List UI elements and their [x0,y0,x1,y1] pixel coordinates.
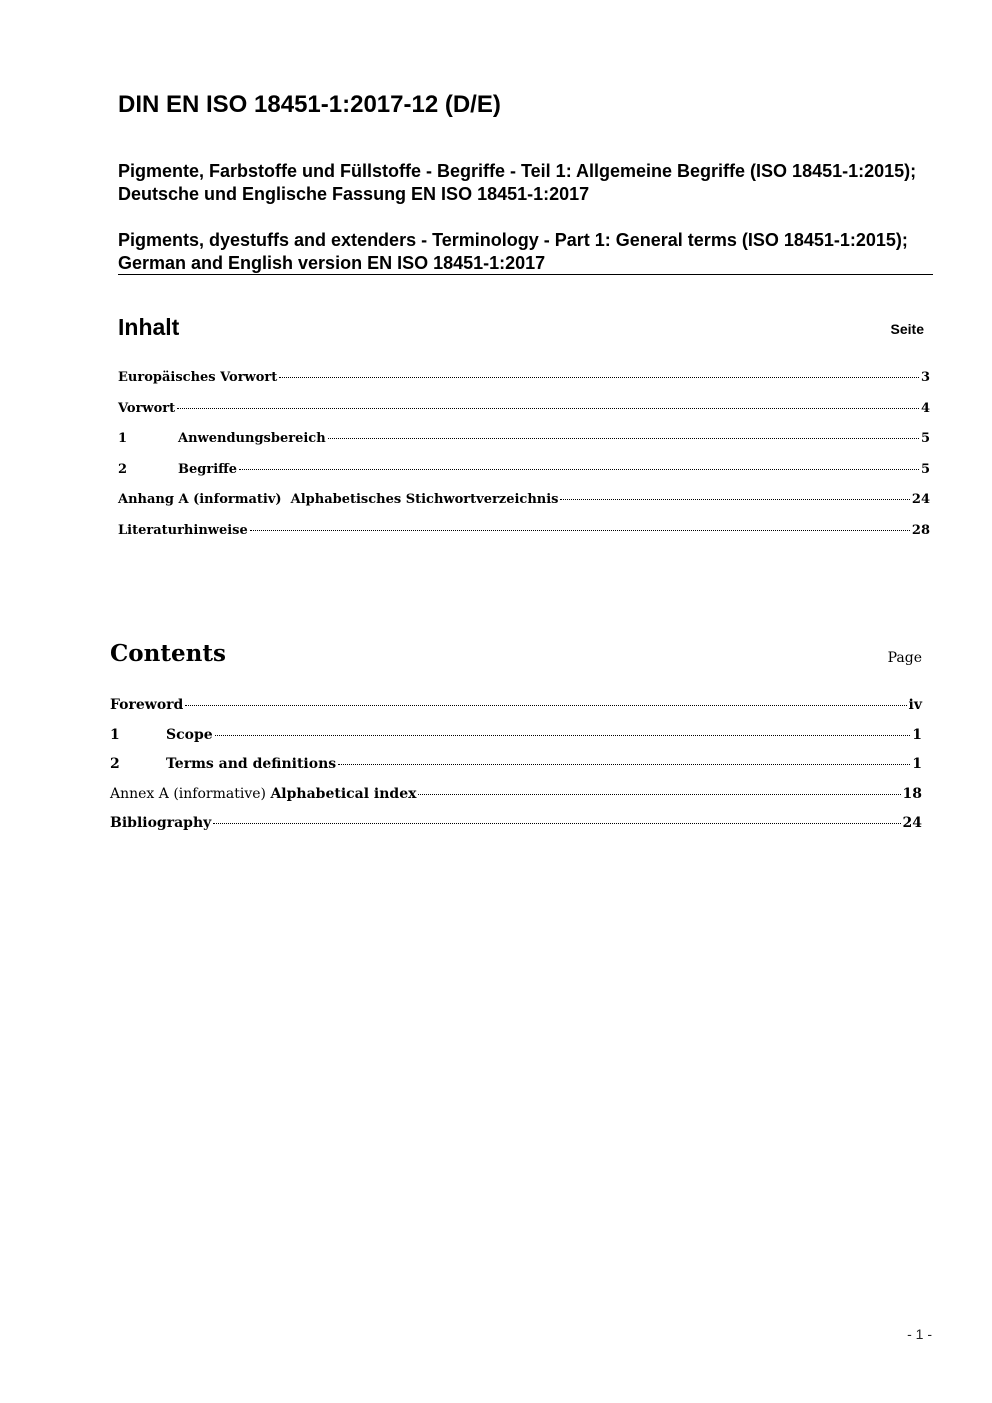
toc-english [110,697,922,845]
toc-heading-english: Contents [110,640,226,667]
toc-entry-label-plain: Annex A (informative) [110,785,271,802]
toc-entry[interactable] [110,727,922,757]
toc-entry-page: 24 [902,815,922,831]
subtitle-german: Pigmente, Farbstoffe und Füllstoffe - Begriffe - Teil 1: Allgemeine Begriffe (ISO 18451-1:2015); Deutsche und Englische Fassung EN ISO 18451-1:2017 [118,161,917,204]
toc-heading-german: Inhalt [118,314,180,340]
toc-leader [560,498,909,500]
toc-entry[interactable] [118,401,930,432]
toc-entry-page: 5 [920,461,930,477]
toc-page-column-english: Page [887,650,922,666]
toc-entry-label: Europäisches Vorwort [118,370,278,385]
toc-leader [185,704,906,706]
toc-leader [279,376,919,378]
toc-entry[interactable] [110,756,922,786]
toc-entry-label: Terms and definitions [166,756,337,772]
toc-page-column-german: Seite [890,321,924,337]
toc-entry-label: Anhang A (informativ) Alphabetisches Stichwortverzeichnis [118,492,559,507]
toc-entry-page: 18 [902,785,922,802]
toc-entry-page: 1 [912,756,922,772]
toc-entry[interactable] [118,431,930,462]
toc-entry-label: Bibliography [110,815,212,831]
toc-entry-label-bold: Alphabetical index [270,785,417,802]
title-divider [118,274,933,275]
document-title: DIN EN ISO 18451-1:2017-12 (D/E) [118,91,501,118]
toc-entry[interactable] [110,697,922,727]
toc-leader [250,529,910,531]
toc-entry-page: 3 [920,370,930,385]
toc-entry-label: Literaturhinweise [118,522,248,538]
toc-entry-label: Foreword [110,697,184,713]
page-number: - 1 - [907,1326,932,1342]
toc-entry[interactable] [118,523,930,554]
toc-entry-page: 24 [911,492,930,507]
toc-leader [338,763,910,765]
toc-entry-label: Scope [166,726,213,743]
toc-leader [239,468,919,470]
toc-entry-number: 2 [118,461,128,477]
toc-entry-number: 1 [118,431,128,446]
toc-entry[interactable] [118,370,930,401]
toc-entry-page: iv [908,697,922,713]
toc-entry[interactable] [110,815,922,845]
toc-german [118,370,930,553]
toc-leader [328,437,919,439]
toc-entry[interactable] [110,786,922,816]
toc-entry[interactable] [118,492,930,523]
toc-entry-label [110,786,416,802]
toc-leader [177,407,919,409]
toc-entry[interactable] [118,462,930,493]
toc-entry-page: 28 [911,522,930,538]
toc-entry-page: 4 [920,400,930,416]
toc-entry-page: 5 [920,431,930,446]
toc-entry-label: Vorwort [118,400,176,416]
subtitle-english: Pigments, dyestuffs and extenders - Terminology - Part 1: General terms (ISO 18451-1:2015); German and English version EN ISO 18451-1:2017 [118,230,908,273]
toc-entry-number: 2 [110,756,120,772]
toc-entry-page: 1 [912,726,922,743]
toc-entry-label: Begriffe [178,461,238,477]
toc-leader [418,793,900,795]
toc-leader [213,822,900,824]
toc-entry-label: Anwendungsbereich [178,431,326,446]
toc-leader [215,734,911,736]
toc-entry-number: 1 [110,726,120,743]
